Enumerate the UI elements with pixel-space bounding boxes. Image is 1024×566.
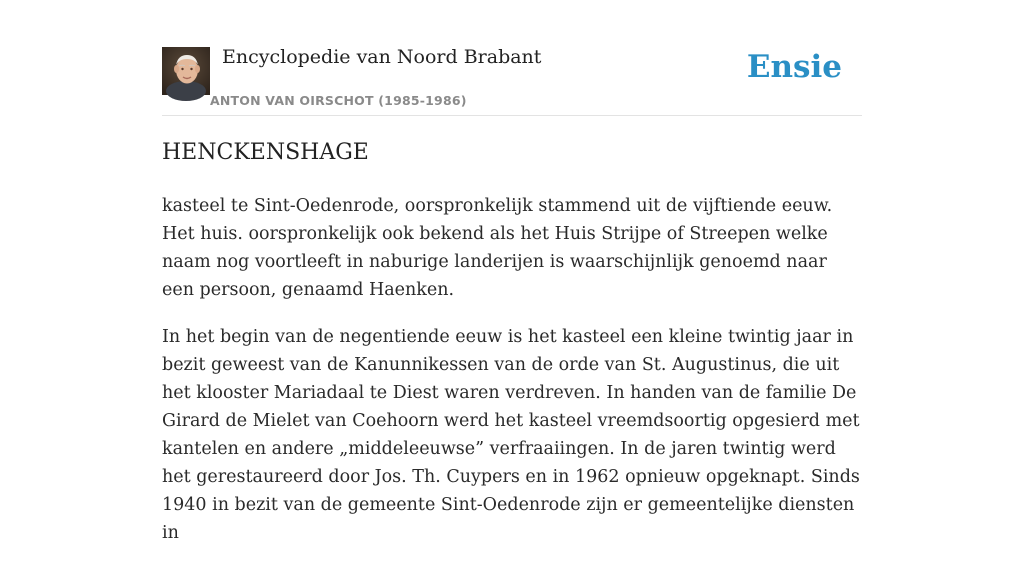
paragraph: kasteel te Sint-Oedenrode, oorspronkelijk stammend uit de vijftiende eeuw. Het huis. oorspronkelijk ook bekend als het Huis Strijpe of Streepen welke naam nog voortleeft in naburige landerijen is waarschijnlijk genoemd naar een persoon, genaamd Haenken. (162, 196, 833, 300)
book-title[interactable]: Encyclopedie van Noord Brabant (222, 46, 542, 68)
paragraph: In het begin van de negentiende eeuw is het kasteel een kleine twintig jaar in bezit geweest van de Kanunnikessen van de orde van St. Augustinus, die uit het klooster Mariadaal te Diest waren verdreven. In handen van de familie De Girard de Mielet van Coehoorn werd het kasteel vreemdsoortig opgesierd met kantelen en andere „middeleeuwse” verfraaiingen. In de jaren twintig werd het gerestaureerd door Jos. Th. Cuypers en in 1962 opnieuw opgeknapt. Sinds 1940 in bezit van de gemeente Sint-Oedenrode zijn er gemeentelijke diensten in (162, 327, 860, 543)
author-portrait-icon (162, 47, 210, 95)
ensie-logo[interactable]: Ensie (746, 49, 842, 85)
author-name[interactable]: ANTON VAN OIRSCHOT (1985-1986) (210, 93, 467, 108)
author-avatar[interactable] (162, 47, 210, 95)
header (162, 45, 862, 116)
entry-title: HENCKENSHAGE (162, 140, 369, 165)
entry-body (162, 192, 862, 566)
